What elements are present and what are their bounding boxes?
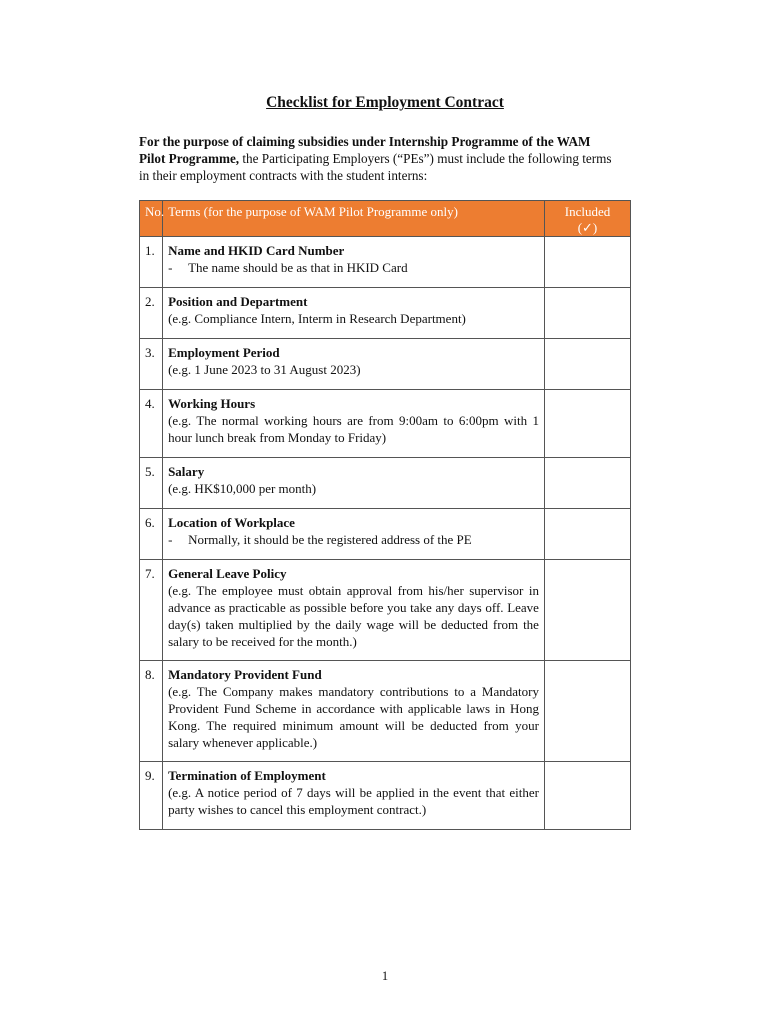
included-checkbox-cell[interactable] <box>544 288 630 339</box>
table-row <box>140 339 631 390</box>
row-term <box>163 339 545 390</box>
table-row <box>140 661 631 762</box>
term-detail: (e.g. The employee must obtain approval from his/her supervisor in advance as practicable as possible before you take any days off. Leave day(s) taken multiplied by the daily wage will be deducted from the salary to be received for the month.) <box>168 583 539 649</box>
bullet-dash: - <box>168 260 173 275</box>
term-title: Employment Period <box>168 345 280 360</box>
row-term <box>163 560 545 661</box>
checklist-table <box>139 200 631 830</box>
included-checkbox-cell[interactable] <box>544 509 630 560</box>
included-checkbox-cell[interactable] <box>544 661 630 762</box>
term-detail: (e.g. 1 June 2023 to 31 August 2023) <box>168 362 361 377</box>
term-title: Working Hours <box>168 396 256 411</box>
checkmark-icon: (✓) <box>577 220 598 235</box>
table-header-row <box>140 201 631 237</box>
term-title: Name and HKID Card Number <box>168 243 345 258</box>
term-detail: (e.g. HK$10,000 per month) <box>168 481 317 496</box>
table-row <box>140 762 631 830</box>
table-row <box>140 560 631 661</box>
row-number: 1. <box>140 237 163 288</box>
table-row <box>140 390 631 458</box>
header-included-label: Included <box>564 204 611 219</box>
row-term <box>163 509 545 560</box>
row-number: 5. <box>140 458 163 509</box>
term-detail: (e.g. A notice period of 7 days will be applied in the event that either party wishes to cancel this employment contract.) <box>168 785 539 817</box>
row-number: 9. <box>140 762 163 830</box>
term-title: Location of Workplace <box>168 515 295 530</box>
term-detail: (e.g. Compliance Intern, Interm in Research Department) <box>168 311 466 326</box>
included-checkbox-cell[interactable] <box>544 560 630 661</box>
row-number: 4. <box>140 390 163 458</box>
row-number: 3. <box>140 339 163 390</box>
included-checkbox-cell[interactable] <box>544 762 630 830</box>
row-term <box>163 288 545 339</box>
term-title: Termination of Employment <box>168 768 326 783</box>
header-included <box>544 201 630 237</box>
intro-paragraph <box>139 133 619 184</box>
term-title: General Leave Policy <box>168 566 287 581</box>
included-checkbox-cell[interactable] <box>544 339 630 390</box>
page-number: 1 <box>381 969 389 983</box>
row-term <box>163 762 545 830</box>
term-title: Position and Department <box>168 294 308 309</box>
row-term <box>163 390 545 458</box>
table-row <box>140 237 631 288</box>
row-number: 7. <box>140 560 163 661</box>
row-term <box>163 458 545 509</box>
row-term <box>163 237 545 288</box>
row-number: 6. <box>140 509 163 560</box>
term-detail: (e.g. The Company makes mandatory contributions to a Mandatory Provident Fund Scheme in accordance with applicable laws in Hong Kong. The required minimum amount will be deducted from your salary whenever applicable.) <box>168 684 539 750</box>
bullet-dash: - <box>168 532 173 547</box>
header-no: No. <box>140 201 163 237</box>
term-title: Salary <box>168 464 205 479</box>
table-row <box>140 509 631 560</box>
row-term <box>163 661 545 762</box>
term-title: Mandatory Provident Fund <box>168 667 322 682</box>
term-detail: (e.g. The normal working hours are from 9:00am to 6:00pm with 1 hour lunch break from Monday to Friday) <box>168 413 539 445</box>
included-checkbox-cell[interactable] <box>544 390 630 458</box>
table-row <box>140 288 631 339</box>
table-row <box>140 458 631 509</box>
intro-text: the Participating Employers (“PEs”) must include the following terms in their employment contracts with the student interns: <box>139 151 612 183</box>
included-checkbox-cell[interactable] <box>544 237 630 288</box>
term-detail: Normally, it should be the registered address of the PE <box>188 532 472 547</box>
row-number: 8. <box>140 661 163 762</box>
included-checkbox-cell[interactable] <box>544 458 630 509</box>
row-number: 2. <box>140 288 163 339</box>
header-terms: Terms (for the purpose of WAM Pilot Programme only) <box>163 201 545 237</box>
term-detail: The name should be as that in HKID Card <box>188 260 408 275</box>
page-title: Checklist for Employment Contract <box>266 94 504 111</box>
intro-bold-text: For the purpose of claiming subsidies under Internship Programme of the WAM Pilot Programme, <box>139 134 591 166</box>
